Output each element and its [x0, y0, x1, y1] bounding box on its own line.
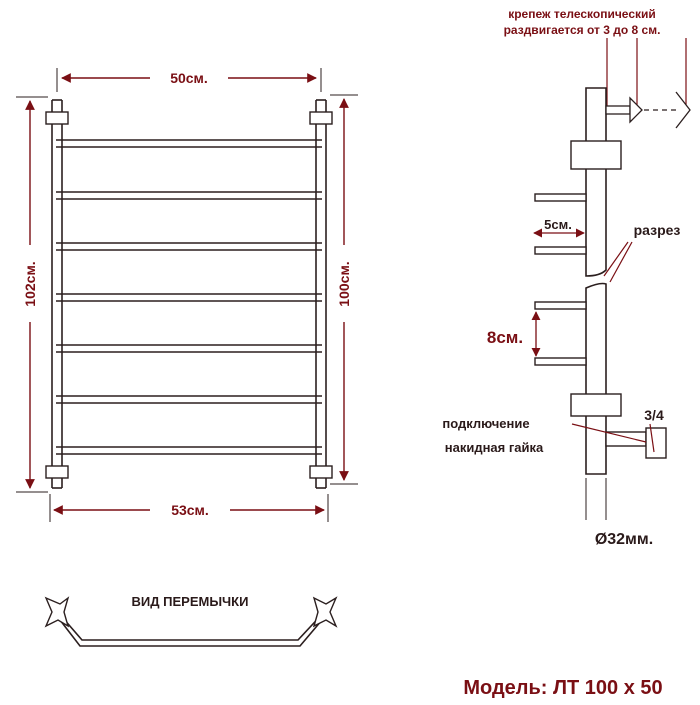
side-bracket-lower	[571, 394, 621, 416]
width-top-label: 50см.	[170, 70, 208, 86]
rung-5	[56, 345, 322, 352]
side-post-upper	[586, 88, 606, 276]
mount-bracket-top-right	[310, 112, 332, 124]
jumper-fitting-right	[314, 598, 336, 626]
dimension-diameter	[586, 478, 653, 548]
jumper-fitting-left	[46, 598, 68, 626]
rung-3	[56, 243, 322, 250]
side-view	[442, 7, 690, 548]
height-left-label: 102см.	[22, 261, 38, 307]
dimension-width-top	[57, 68, 321, 92]
dimension-height-right	[330, 95, 358, 484]
width-bottom-label: 53см.	[171, 502, 209, 518]
dimension-width-bottom	[50, 494, 328, 522]
rung-4	[56, 294, 322, 301]
rung-2	[56, 192, 322, 199]
spacing-label: 8см.	[486, 328, 524, 347]
side-bracket-upper	[571, 141, 621, 169]
connection-label-line1: подключение	[442, 416, 530, 431]
side-post-lower	[586, 284, 606, 475]
connection-fitting	[606, 428, 666, 458]
mount-note-line1: крепеж телескопический	[508, 7, 656, 21]
connection-label-line2: накидная гайка	[444, 440, 544, 455]
dimension-depth	[534, 217, 584, 233]
rungs	[56, 140, 322, 454]
mount-bracket-bottom-left	[46, 466, 68, 478]
mount-bracket-bottom-right	[310, 466, 332, 478]
dimension-height-left	[16, 97, 48, 492]
rung-1	[56, 140, 322, 147]
thread-label: 3/4	[644, 407, 664, 423]
jumper-title: ВИД ПЕРЕМЫЧКИ	[131, 594, 249, 609]
section-callout	[604, 222, 680, 282]
rung-6	[56, 396, 322, 403]
depth-label: 5см.	[544, 217, 572, 232]
height-right-label: 100см.	[336, 261, 352, 307]
telescopic-mount	[606, 92, 690, 128]
diameter-label: Ø32мм.	[594, 531, 654, 548]
section-label: разрез	[633, 222, 681, 238]
mount-note-leaders	[607, 38, 686, 110]
dimension-spacing	[487, 312, 536, 356]
mount-bracket-top-left	[46, 112, 68, 124]
mount-note-line2: раздвигается от 3 до 8 см.	[503, 23, 661, 37]
model-label: Модель: ЛТ 100 х 50	[463, 677, 663, 699]
rung-7	[56, 447, 322, 454]
front-view	[16, 68, 358, 522]
jumper-bar	[56, 610, 326, 646]
jumper-view	[46, 594, 336, 646]
